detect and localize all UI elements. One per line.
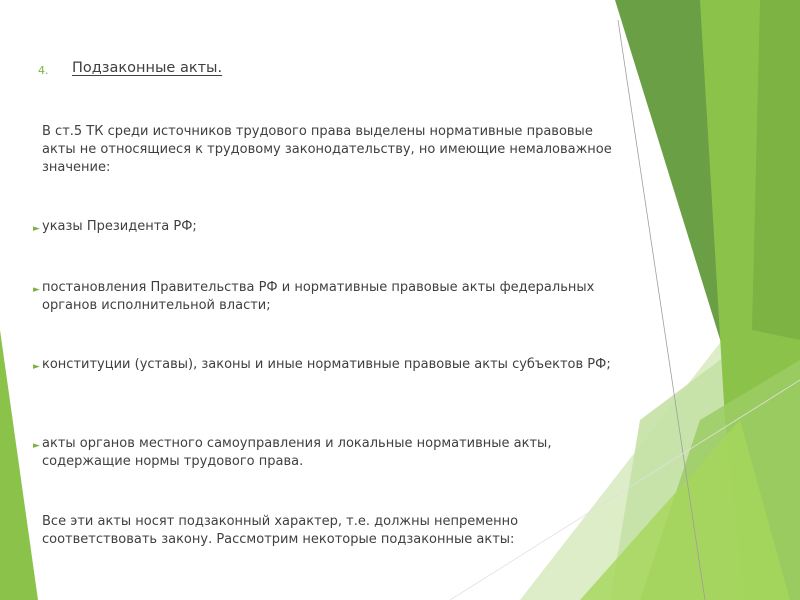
heading-number: 4. (38, 64, 49, 77)
bullet-arrow-icon: ► (33, 224, 40, 234)
bullet-item: акты органов местного самоуправления и локальные нормативные акты, содержащие нормы трудового права. (42, 436, 552, 469)
bullet-item: постановления Правительства РФ и нормативные правовые акты федеральных органов исполнительной власти; (42, 280, 595, 313)
conclusion-paragraph: Все эти акты носят подзаконный характер, т.е. должны непременно соответствовать закону. Рассмотрим некоторые подзаконные акты: (42, 514, 519, 547)
bullet-item: указы Президента РФ; (42, 219, 197, 234)
intro-paragraph: В ст.5 ТК среди источников трудового права выделены нормативные правовые акты не относящиеся к трудовому законодательству, но имеющие немаловажное значение: (42, 124, 612, 175)
slide-title: Подзаконные акты. (72, 60, 223, 76)
bullet-arrow-icon: ► (33, 285, 40, 295)
bullet-item: конституции (уставы), законы и иные нормативные правовые акты субъектов РФ; (42, 357, 611, 372)
bullet-arrow-icon: ► (33, 441, 40, 451)
bullet-arrow-icon: ► (33, 362, 40, 372)
decor-facet-deep (752, 0, 800, 340)
